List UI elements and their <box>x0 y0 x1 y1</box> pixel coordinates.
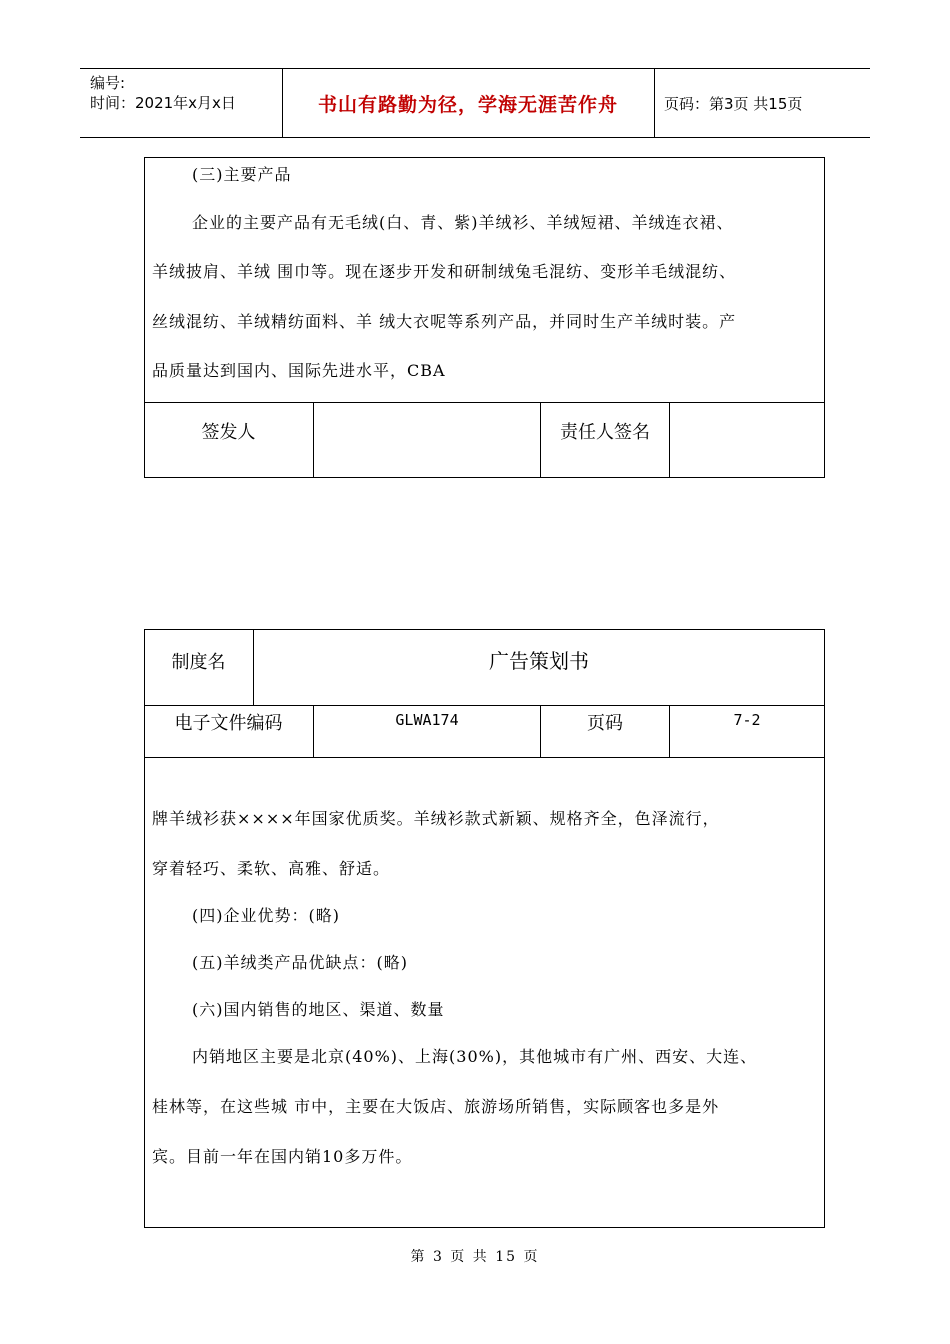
paragraph-line: 桂林等，在这些城 市中，主要在大饭店、旅游场所销售，实际顾客也多是外 <box>152 1097 720 1116</box>
header-motto: 书山有路勤为径，学海无涯苦作舟 <box>317 93 618 116</box>
paragraph-line: 宾。目前一年在国内销10多万件。 <box>152 1147 413 1166</box>
file-code-value: GLWA174 <box>395 711 459 729</box>
system-name-label: 制度名 <box>171 652 226 673</box>
table-divider <box>144 402 825 403</box>
paragraph-line: 品质量达到国内、国际先进水平，CBA <box>152 361 446 380</box>
section-heading: (六)国内销售的地区、渠道、数量 <box>192 1000 445 1019</box>
table-divider <box>144 705 825 706</box>
paragraph-line: 牌羊绒衫获××××年国家优质奖。羊绒衫款式新颖、规格齐全，色泽流行， <box>152 809 720 828</box>
page-footer: 第 3 页 共 15 页 <box>410 1249 540 1265</box>
header-page-info: 页码：第3页 共15页 <box>664 94 803 113</box>
page-number-value: 7-2 <box>733 711 761 729</box>
table-divider <box>669 402 670 478</box>
paragraph-line: 丝绒混纺、羊绒精纺面料、羊 绒大衣呢等系列产品，并同时生产羊绒时装。产 <box>152 312 737 331</box>
document-number-label: 编号: <box>90 74 126 92</box>
signer-label: 签发人 <box>201 422 256 443</box>
page-header <box>80 68 870 138</box>
system-name-value: 广告策划书 <box>489 649 589 673</box>
responsible-signature-label: 责任人签名 <box>560 422 650 443</box>
file-code-label: 电子文件编码 <box>174 713 283 734</box>
paragraph-line: 羊绒披肩、羊绒 围巾等。现在逐步开发和研制绒兔毛混纺、变形羊毛绒混纺、 <box>152 262 737 281</box>
section-heading: (三)主要产品 <box>192 165 292 184</box>
paragraph-line: 穿着轻巧、柔软、高雅、舒适。 <box>152 859 391 878</box>
table-divider <box>313 402 314 478</box>
paragraph-line: 内销地区主要是北京(40%)、上海(30%)，其他城市有广州、西安、大连、 <box>192 1047 758 1066</box>
page-number-label: 页码 <box>587 713 623 734</box>
table-divider <box>144 757 825 758</box>
header-meta <box>90 73 236 113</box>
section-heading: (五)羊绒类产品优缺点：(略) <box>192 953 408 972</box>
header-divider <box>654 69 655 137</box>
section-heading: (四)企业优势：(略) <box>192 906 340 925</box>
paragraph-line: 企业的主要产品有无毛绒(白、青、紫)羊绒衫、羊绒短裙、羊绒连衣裙、 <box>192 213 734 232</box>
document-time-label: 时间：2021年x月x日 <box>90 94 236 112</box>
